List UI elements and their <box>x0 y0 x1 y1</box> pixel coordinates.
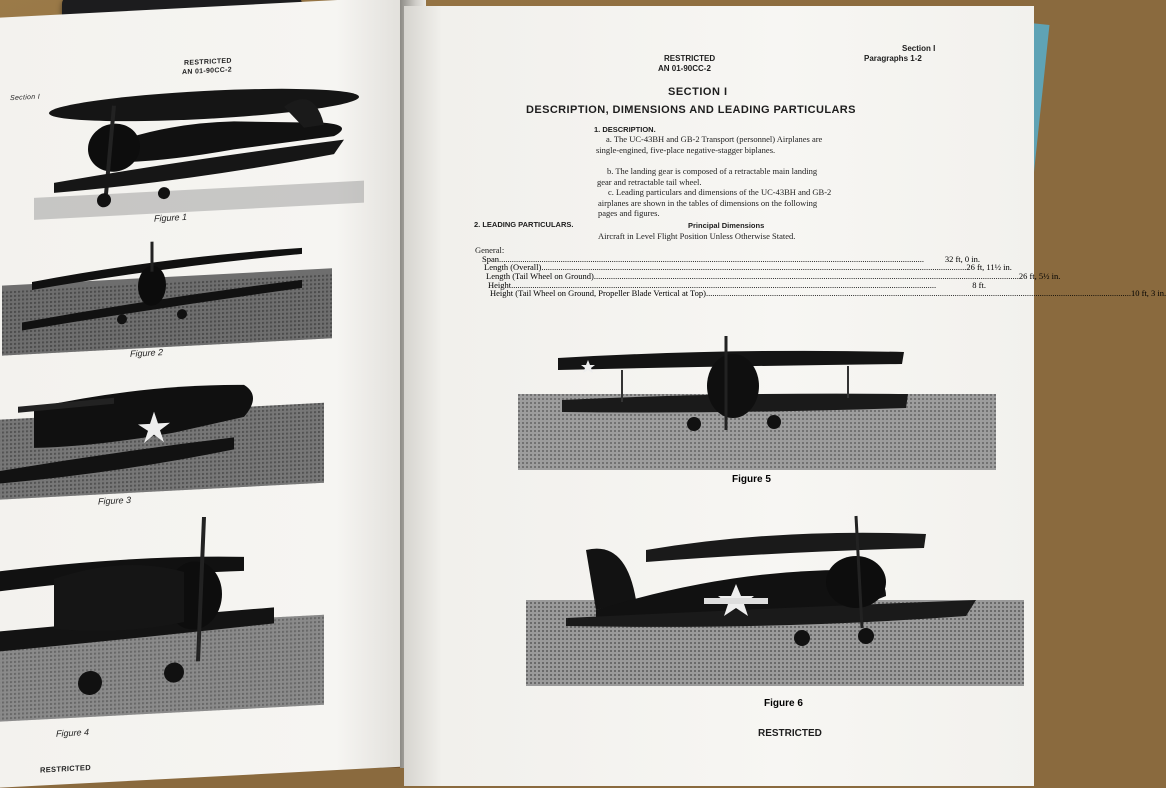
figure-6-photo <box>526 510 1024 686</box>
dimension-leader-dots: ........................................................................................................................................................................................................ <box>705 288 1131 298</box>
dimension-leader-dots: ........................................................................................................................................................................................................ <box>511 280 937 290</box>
para1-c: c. Leading particulars and dimensions of the UC-43BH and GB-2 airplanes are shown in the tables of dimensions on the following pages and figures. <box>598 187 832 218</box>
left-header-restricted: RESTRICTED <box>184 57 232 68</box>
dimension-value: 26 ft, 11½ in. <box>966 262 1012 272</box>
figure-3-label: Figure 3 <box>98 494 132 507</box>
para1-heading: 1. DESCRIPTION. <box>594 125 656 134</box>
table-title: Principal Dimensions <box>688 221 765 230</box>
dimension-value: 8 ft. <box>972 280 986 290</box>
dimension-value: 26 ft, 5½ in. <box>1018 271 1061 281</box>
dimension-label: Height (Tail Wheel on Ground, Propeller Blade Vertical at Top) <box>490 288 706 298</box>
dimension-label: Length (Tail Wheel on Ground) <box>486 271 594 281</box>
dimension-label: Span <box>482 254 499 264</box>
para1-b: b. The landing gear is composed of a retractable main landing gear and retractable tail wheel. <box>597 166 818 187</box>
left-section-label: Section I <box>10 93 40 103</box>
figure-5-photo <box>518 330 996 470</box>
figure-2-label: Figure 2 <box>130 347 164 359</box>
right-header-restricted: RESTRICTED <box>664 54 716 63</box>
para1-a: a. The UC-43BH and GB-2 Transport (personnel) Airplanes are single-engined, five-place negative-stagger biplanes. <box>596 134 823 155</box>
right-header-paragraphs: Paragraphs 1-2 <box>864 54 922 63</box>
figure-6-label: Figure 6 <box>764 698 803 709</box>
dimension-leader-dots: ........................................................................................................................................................................................................ <box>499 254 924 264</box>
right-footer-restricted: RESTRICTED <box>758 728 822 739</box>
figure-1-photo <box>34 63 364 220</box>
dimension-value: 10 ft, 3 in. <box>1130 288 1166 298</box>
dimension-label: Height <box>488 280 512 290</box>
dimension-leader-dots: ........................................................................................................................................................................................................ <box>541 262 967 272</box>
general-label: General: <box>475 245 505 255</box>
table-subtitle: Aircraft in Level Flight Position Unless Otherwise Stated. <box>598 231 796 241</box>
right-header-section: Section I <box>902 44 936 53</box>
left-header-code: AN 01-90CC-2 <box>182 66 232 77</box>
section-title: SECTION I <box>668 86 728 98</box>
dimension-label: Length (Overall) <box>484 262 542 272</box>
figure-5-label: Figure 5 <box>732 474 771 485</box>
dimension-value: 32 ft, 0 in. <box>944 254 980 264</box>
figure-4-label: Figure 4 <box>56 727 90 739</box>
left-footer-restricted: RESTRICTED <box>40 762 91 775</box>
right-header-code: AN 01-90CC-2 <box>658 64 711 73</box>
figure-3-photo <box>0 363 324 500</box>
para2-heading: 2. LEADING PARTICULARS. <box>474 220 574 229</box>
figure-2-photo <box>2 218 332 355</box>
dimension-row <box>490 288 1166 298</box>
main-title: DESCRIPTION, DIMENSIONS AND LEADING PARTICULARS <box>526 104 856 116</box>
dimension-leader-dots: ........................................................................................................................................................................................................ <box>593 271 1019 281</box>
figure-4-photo <box>0 505 324 722</box>
left-page <box>0 0 422 788</box>
figure-1-label: Figure 1 <box>154 211 188 224</box>
